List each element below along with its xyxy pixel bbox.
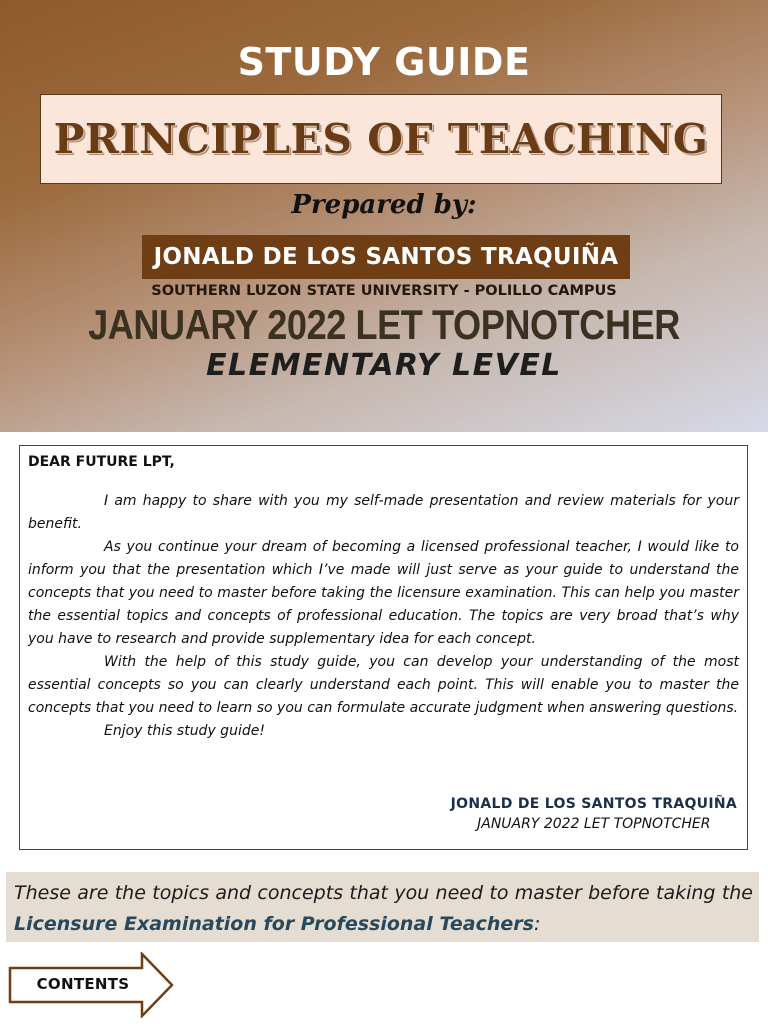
signature-title: JANUARY 2022 LET TOPNOTCHER <box>477 816 711 832</box>
title-box <box>40 94 722 184</box>
topics-intro-box <box>6 872 759 942</box>
signature-name: JONALD DE LOS SANTOS TRAQUIÑA <box>450 796 737 812</box>
prepared-by-label: Prepared by: <box>291 190 477 220</box>
topics-intro-text: These are the topics and concepts that you need to master before taking the <box>14 882 753 904</box>
topics-intro-end: : <box>533 913 541 935</box>
letter-salutation: DEAR FUTURE LPT, <box>28 454 175 470</box>
letter-box <box>19 445 748 850</box>
contents-button[interactable] <box>8 952 174 1018</box>
letter-paragraph: As you continue your dream of becoming a licensed professional teacher, I would like to inform you that the presentation which I’ve made will just serve as your guide to understand the concepts that you need to master before taking the licensure examination. This can help you master the essential topics and concepts of professional education. The topics are very broad that’s why you have to research and provide supplementary idea for each concept. <box>28 539 739 647</box>
letter-paragraph: I am happy to share with you my self-made presentation and review materials for your benefit. <box>28 493 739 532</box>
level-text: ELEMENTARY LEVEL <box>206 348 562 383</box>
author-name: JONALD DE LOS SANTOS TRAQUIÑA <box>153 244 619 270</box>
letter-signature <box>451 796 737 832</box>
document-title: PRINCIPLES OF TEACHING <box>53 115 709 163</box>
study-guide-heading: STUDY GUIDE <box>237 40 531 84</box>
cover-banner <box>0 0 768 432</box>
letter-paragraph: With the help of this study guide, you can develop your understanding of the most essential concepts so you can clearly understand each point. This will enable you to master the concepts that you need to learn so you can formulate accurate judgment when answering questions. <box>28 654 739 716</box>
exam-name-highlight: Licensure Examination for Professional Teachers <box>14 913 534 935</box>
university-name: SOUTHERN LUZON STATE UNIVERSITY - POLILLO CAMPUS <box>151 283 617 299</box>
topics-intro <box>14 878 753 940</box>
letter-paragraph: Enjoy this study guide! <box>104 723 265 739</box>
author-banner <box>142 235 630 279</box>
contents-label: CONTENTS <box>36 975 130 993</box>
achievement-text: JANUARY 2022 LET TOPNOTCHER <box>88 301 680 348</box>
